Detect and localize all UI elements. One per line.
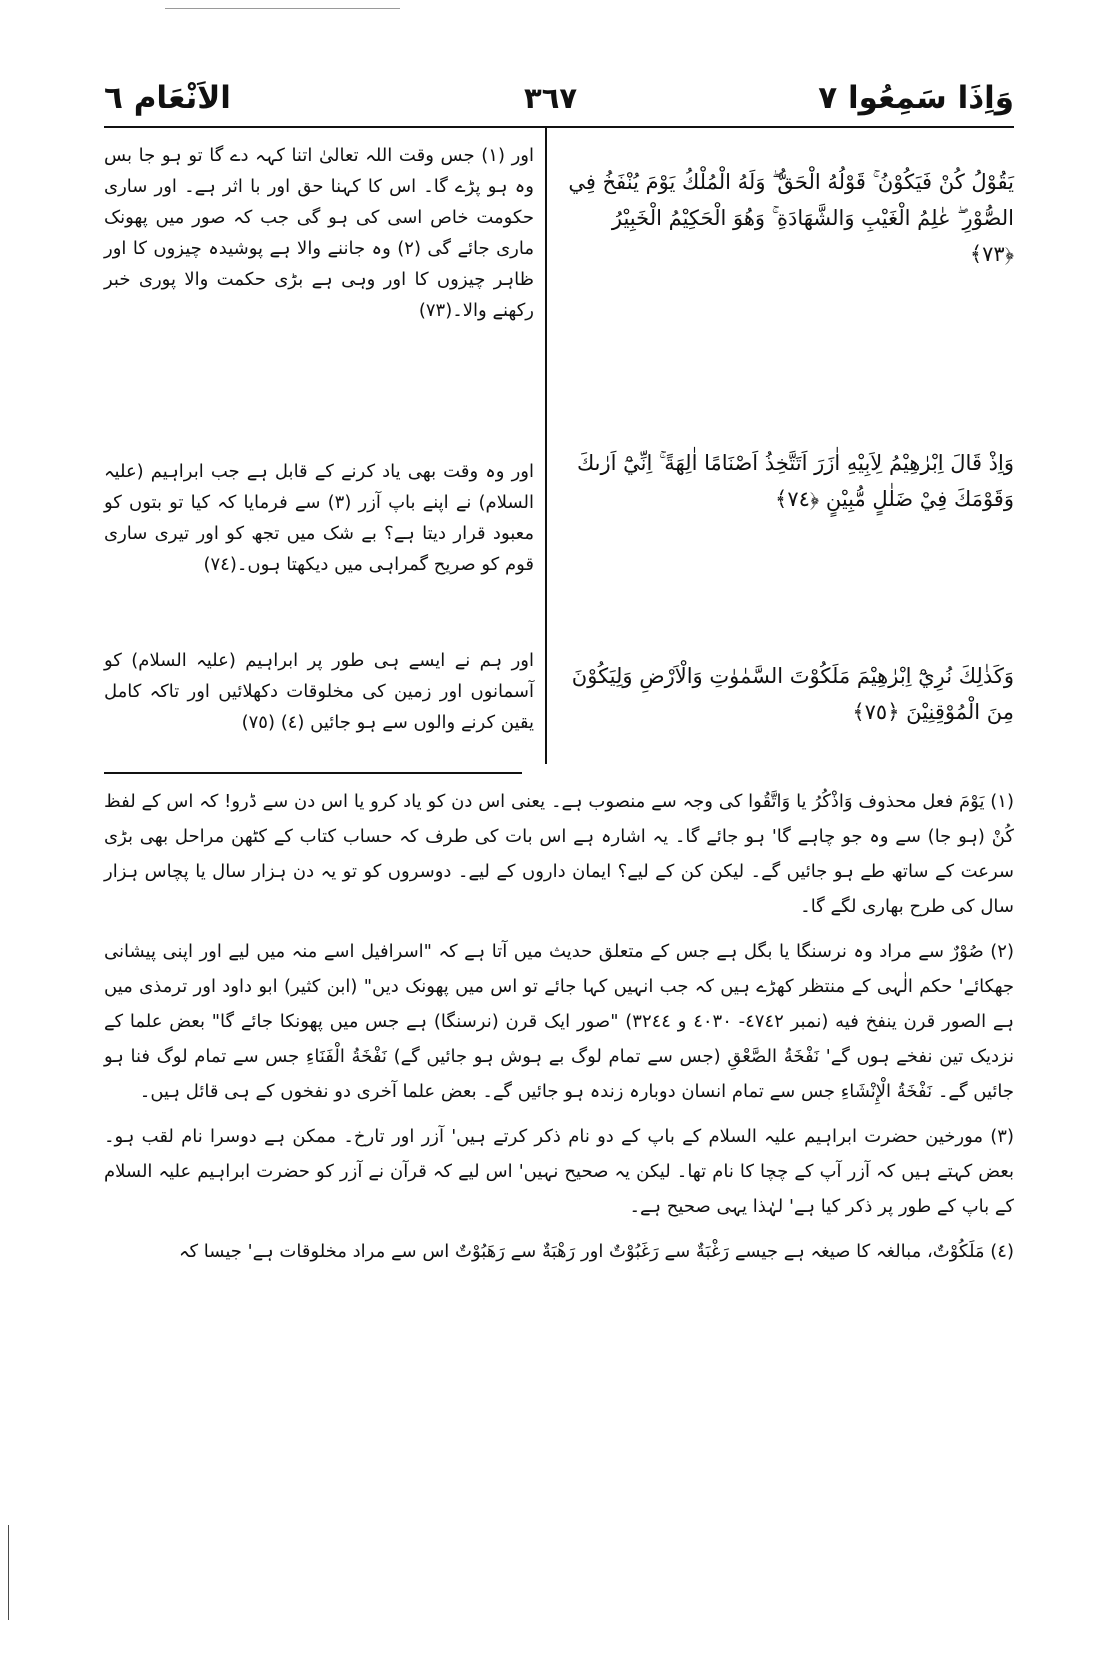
verse-73-arabic: يَقُوْلُ كُنْ فَيَكُوْنُ ۚ قَوْلُهُ الْحَقُّ ۖ وَلَهُ الْمُلْكُ يَوْمَ يُنْفَخُ فِي الصُّوْرِ ۖ عٰلِمُ الْغَيْبِ وَالشَّهَادَةِ ۚ وَهُوَ الْحَكِيْمُ الْخَبِيْرُ ﴿٧٣﴾ xyxy=(568,170,1014,266)
verse-74-translation: اور وہ وقت بھی یاد کرنے کے قابل ہے جب ابراہیم (علیہ السلام) نے اپنے باپ آزر (٣) سے فرمایا کہ کیا تو بتوں کو معبود قرار دیتا ہے؟ بے شک میں تجھ کو اور تیری ساری قوم کو صریح گمراہی میں دیکھتا ہوں۔(٧٤) xyxy=(104,461,534,575)
verse-75-translation: اور ہم نے ایسے ہی طور پر ابراہیم (علیہ السلام) کو آسمانوں اور زمین کی مخلوقات دکھلائیں اور تاکہ کامل یقین کرنے والوں سے ہو جائیں (٤) (٧٥) xyxy=(104,650,534,733)
quran-page xyxy=(104,60,1014,1630)
footnote-rule xyxy=(104,772,522,774)
verse-73-translation: اور (١) جس وقت اللہ تعالیٰ اتنا کہہ دے گا تو ہو جا بس وہ ہو پڑے گا۔ اس کا کہنا حق اور با اثر ہے۔ اور ساری حکومت خاص اسی کی ہو گی جب کہ صور میں پھونک ماری جائے گی (٢) وہ جاننے والا ہے پوشیدہ چیزوں کا اور ظاہر چیزوں کا اور وہی ہے بڑی حکمت والا پوری خبر رکھنے والا۔(٧٣) xyxy=(104,145,534,321)
arabic-column xyxy=(564,128,1014,764)
verse-columns xyxy=(104,128,1014,764)
top-scan-rule xyxy=(165,8,400,9)
verse-75-arabic: وَكَذٰلِكَ نُرِيْٓ اِبْرٰهِيْمَ مَلَكُوْتَ السَّمٰوٰتِ وَالْاَرْضِ وَلِيَكُوْنَ مِنَ الْمُوْقِنِيْنَ ﴿٧٥﴾ xyxy=(571,664,1014,724)
column-divider xyxy=(545,128,547,764)
surah-name: الاَنْعَام ٦ xyxy=(104,80,231,116)
page-header xyxy=(104,60,1014,128)
footnote-2: (٢) صُوْرٌ سے مراد وہ نرسنگا یا بگل ہے جس کے متعلق حدیث میں آتا ہے کہ "اسرافیل اسے منہ میں لیے اور اپنی پیشانی جھکائے' حکم الٰہی کے منتظر کھڑے ہیں کہ جب انہیں کہا جائے تو اس میں پھونک دیں" (ابن کثیر) ابو داود اور ترمذی میں ہے الصور قرن ينفخ فيه (نمبر ٤٧٤٢- ٤٠٣٠ و ٣٢٤٤) "صور ایک قرن (نرسنگا) ہے جس میں پھونکا جائے گا" بعض علما کے نزدیک تین نفخے ہوں گے' نَفْخَةُ الصَّعْقِ (جس سے تمام لوگ بے ہوش ہو جائیں گے) نَفْخَةُ الْفَنَاءِ جس سے تمام لوگ فنا ہو جائیں گے۔ نَفْخَةُ الْإِنْشَاءِ جس سے تمام انسان دوبارہ زندہ ہو جائیں گے۔ بعض علما آخری دو نفخوں کے ہی قائل ہیں۔ xyxy=(104,941,1015,1102)
left-scan-line xyxy=(8,1525,9,1620)
footnote-1: (١) يَوْمَ فعل محذوف وَاذْكُرُ یا وَاتَّقُوا کی وجہ سے منصوب ہے۔ یعنی اس دن کو یاد کرو یا اس دن سے ڈرو! کہ اس کے لفظ كُنْ (ہو جا) سے وہ جو چاہے گا' ہو جائے گا۔ یہ اشارہ ہے اس بات کی طرف کہ حساب کتاب کے کٹھن مراحل بھی بڑی سرعت کے ساتھ طے ہو جائیں گے۔ لیکن کن کے لیے؟ ایمان داروں کے لیے۔ دوسروں کو تو یہ دن ہزار سال یا پچاس ہزار سال کی طرح بھاری لگے گا۔ xyxy=(104,791,1014,917)
urdu-translation-column xyxy=(104,128,534,764)
verse-74-arabic: وَاِذْ قَالَ اِبْرٰهِيْمُ لِاَبِيْهِ اٰزَرَ اَتَتَّخِذُ اَصْنَامًا اٰلِهَةً ۚ اِنِّيْٓ اَرٰىكَ وَقَوْمَكَ فِيْ ضَلٰلٍ مُّبِيْنٍ ﴿٧٤﴾ xyxy=(576,451,1014,511)
page-number: ٣٦٧ xyxy=(524,81,578,115)
para-name: وَاِذَا سَمِعُوا ٧ xyxy=(818,80,1014,116)
footnotes xyxy=(104,784,1014,1279)
footnote-4: (٤) مَلَكُوْتٌ، مبالغہ کا صیغہ ہے جیسے رَغْبَةٌ سے رَغَبُوْتٌ اور رَهْبَةٌ سے رَهَبُوْتٌ اس سے مراد مخلوقات ہے' جیسا کہ xyxy=(178,1241,1014,1262)
footnote-3: (٣) مورخین حضرت ابراہیم علیہ السلام کے باپ کے دو نام ذکر کرتے ہیں' آزر اور تارخ۔ ممکن ہے دوسرا نام لقب ہو۔ بعض کہتے ہیں کہ آزر آپ کے چچا کا نام تھا۔ لیکن یہ صحیح نہیں' اس لیے کہ قرآن نے آزر کو حضرت ابراہیم علیہ السلام کے باپ کے طور پر ذکر کیا ہے' لہٰذا یہی صحیح ہے۔ xyxy=(104,1126,1014,1217)
